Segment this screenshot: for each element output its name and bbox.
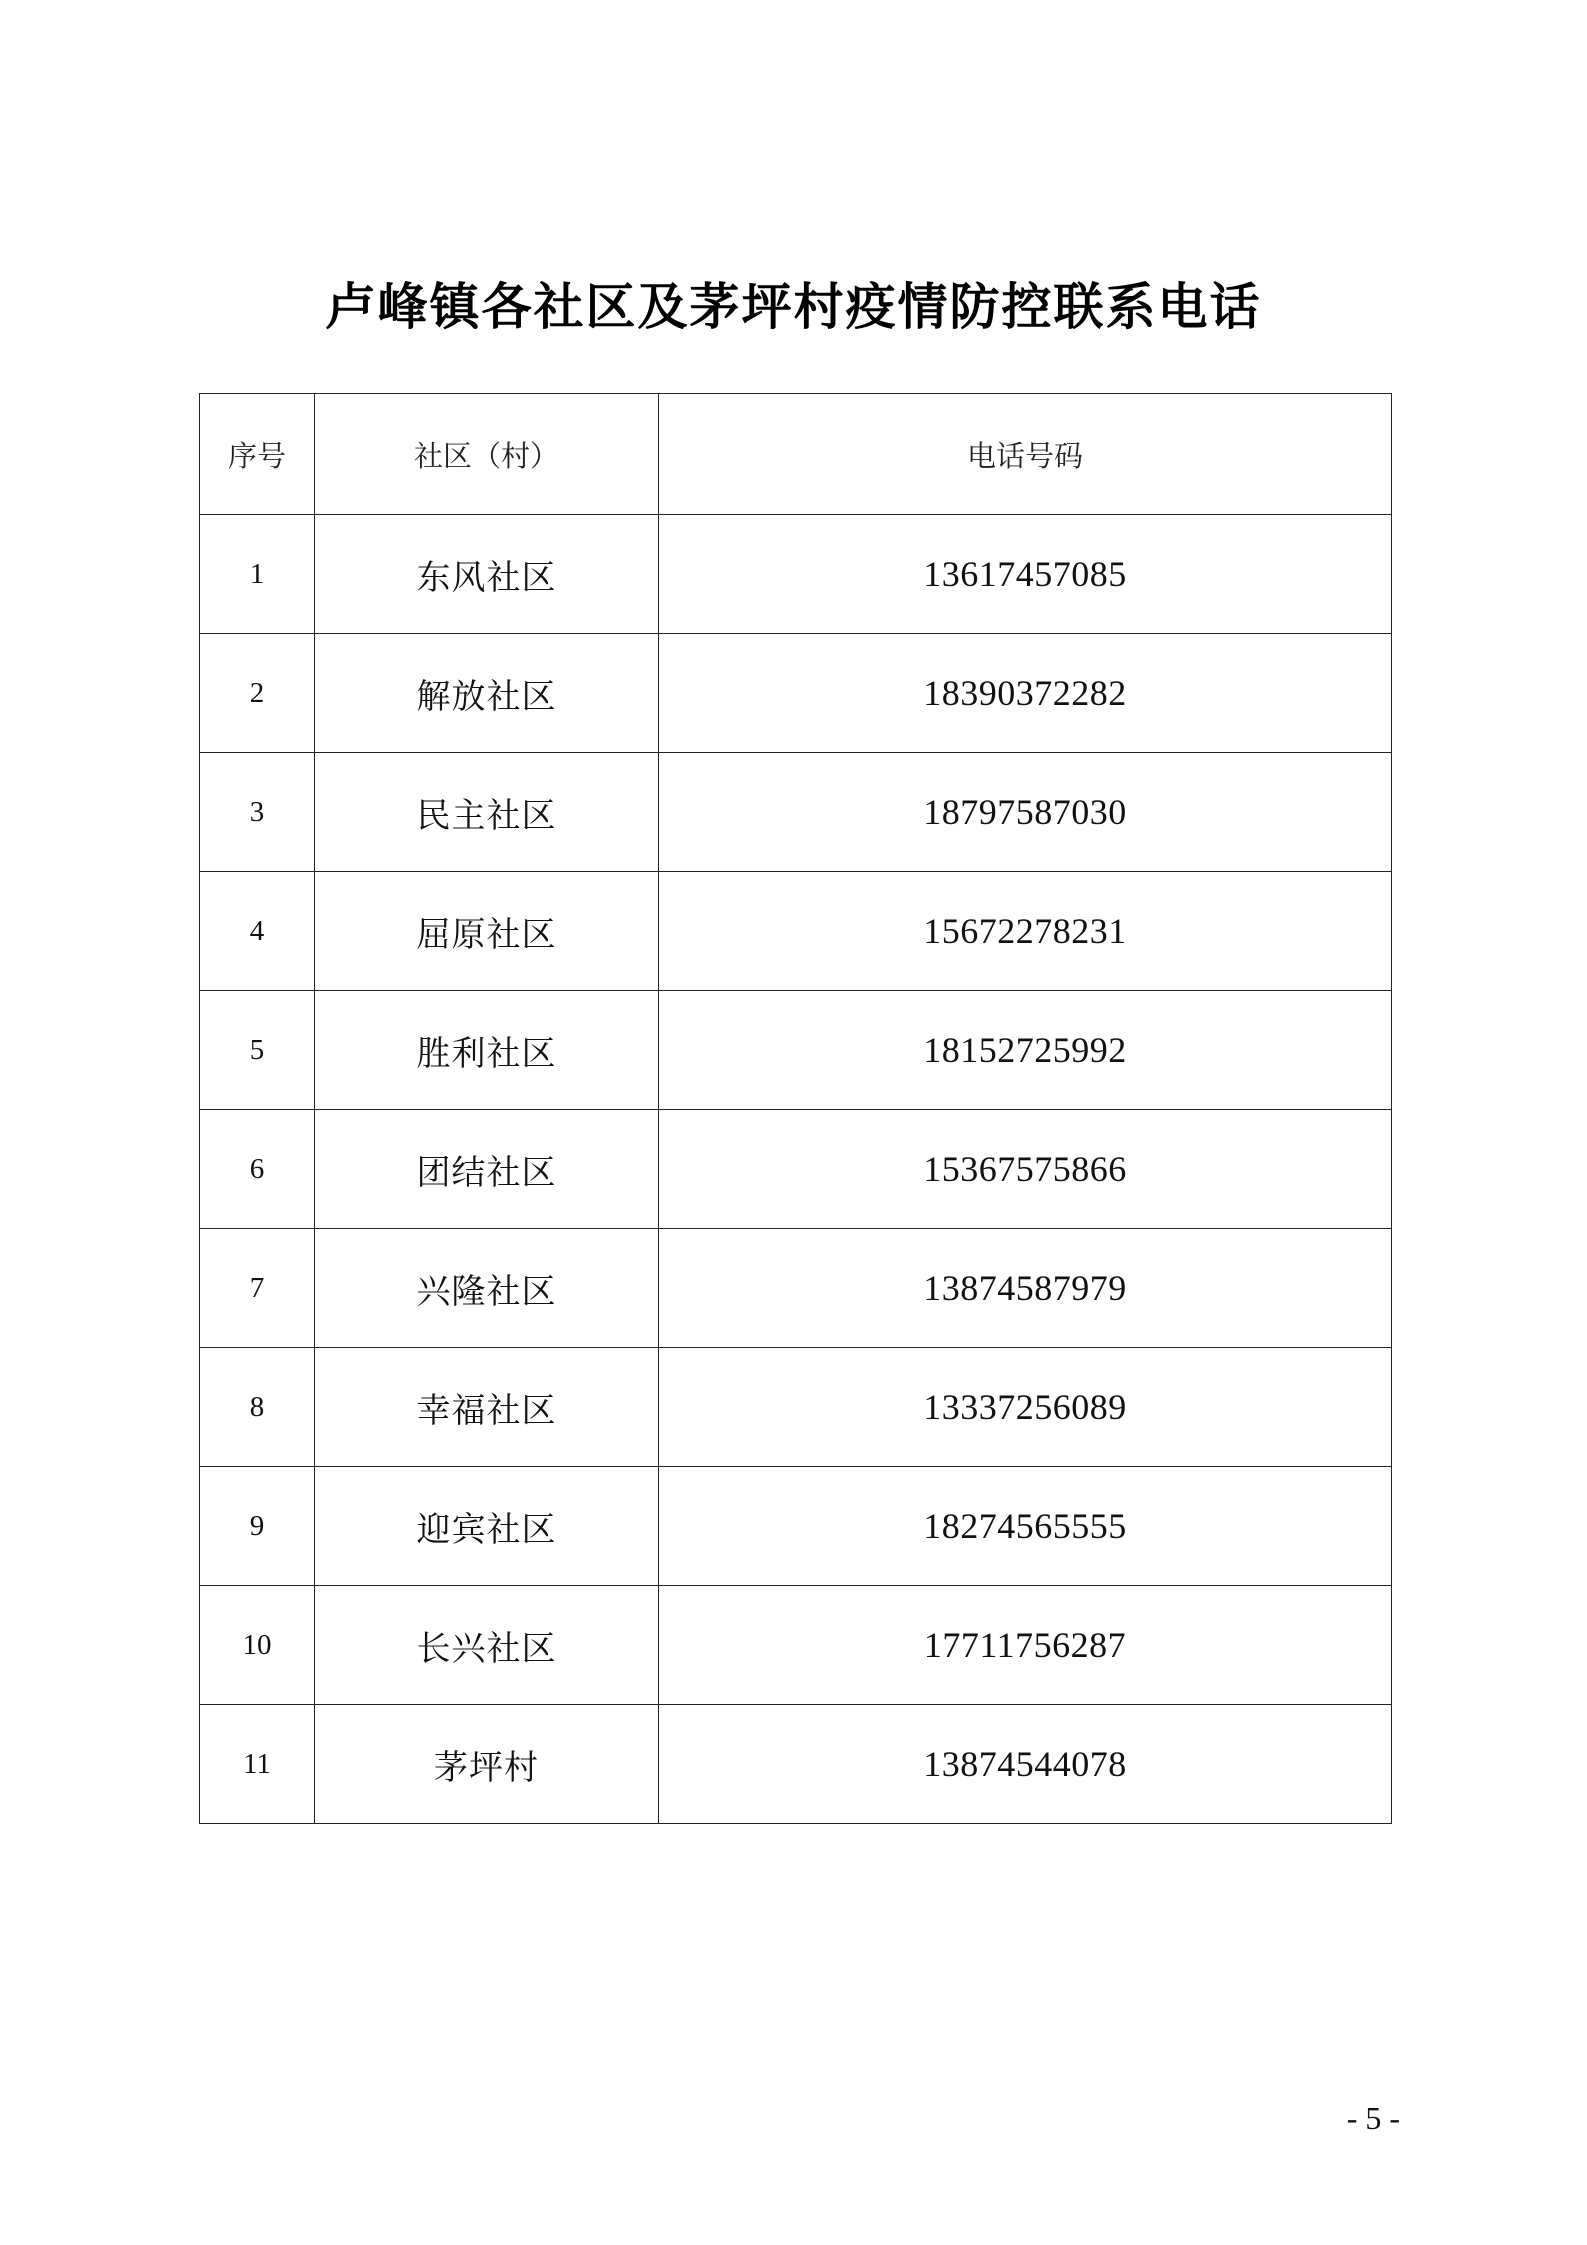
row-community: 迎宾社区 <box>315 1467 659 1586</box>
contact-table-container <box>199 393 1391 1824</box>
table-row <box>200 1467 1392 1586</box>
row-seq: 1 <box>200 515 315 634</box>
row-phone: 13874587979 <box>659 1229 1392 1348</box>
row-community: 东风社区 <box>315 515 659 634</box>
row-community: 兴隆社区 <box>315 1229 659 1348</box>
row-seq: 7 <box>200 1229 315 1348</box>
row-community: 解放社区 <box>315 634 659 753</box>
table-row <box>200 1229 1392 1348</box>
table-row <box>200 872 1392 991</box>
row-phone: 18797587030 <box>659 753 1392 872</box>
contact-table <box>199 393 1392 1824</box>
header-seq: 序号 <box>200 394 315 515</box>
table-row <box>200 1348 1392 1467</box>
row-seq: 2 <box>200 634 315 753</box>
row-seq: 8 <box>200 1348 315 1467</box>
table-row <box>200 634 1392 753</box>
row-phone: 15367575866 <box>659 1110 1392 1229</box>
table-row <box>200 1586 1392 1705</box>
row-community: 幸福社区 <box>315 1348 659 1467</box>
table-row <box>200 1705 1392 1824</box>
page-number: - 5 - <box>1346 2100 1400 2136</box>
row-seq: 4 <box>200 872 315 991</box>
row-community: 团结社区 <box>315 1110 659 1229</box>
row-seq: 3 <box>200 753 315 872</box>
row-phone: 13617457085 <box>659 515 1392 634</box>
row-seq: 5 <box>200 991 315 1110</box>
table-header-row <box>200 394 1392 515</box>
row-community: 胜利社区 <box>315 991 659 1110</box>
row-phone: 13337256089 <box>659 1348 1392 1467</box>
table-row <box>200 1110 1392 1229</box>
document-title: 卢峰镇各社区及茅坪村疫情防控联系电话 <box>325 278 1262 336</box>
table-row <box>200 753 1392 872</box>
table-row <box>200 515 1392 634</box>
header-phone: 电话号码 <box>659 394 1392 515</box>
row-seq: 9 <box>200 1467 315 1586</box>
header-community: 社区（村） <box>315 394 659 515</box>
row-phone: 13874544078 <box>659 1705 1392 1824</box>
row-community: 茅坪村 <box>315 1705 659 1824</box>
row-phone: 15672278231 <box>659 872 1392 991</box>
row-phone: 18152725992 <box>659 991 1392 1110</box>
row-seq: 6 <box>200 1110 315 1229</box>
row-seq: 10 <box>200 1586 315 1705</box>
row-phone: 17711756287 <box>659 1586 1392 1705</box>
row-community: 屈原社区 <box>315 872 659 991</box>
row-phone: 18390372282 <box>659 634 1392 753</box>
table-row <box>200 991 1392 1110</box>
row-community: 民主社区 <box>315 753 659 872</box>
row-phone: 18274565555 <box>659 1467 1392 1586</box>
row-seq: 11 <box>200 1705 315 1824</box>
row-community: 长兴社区 <box>315 1586 659 1705</box>
